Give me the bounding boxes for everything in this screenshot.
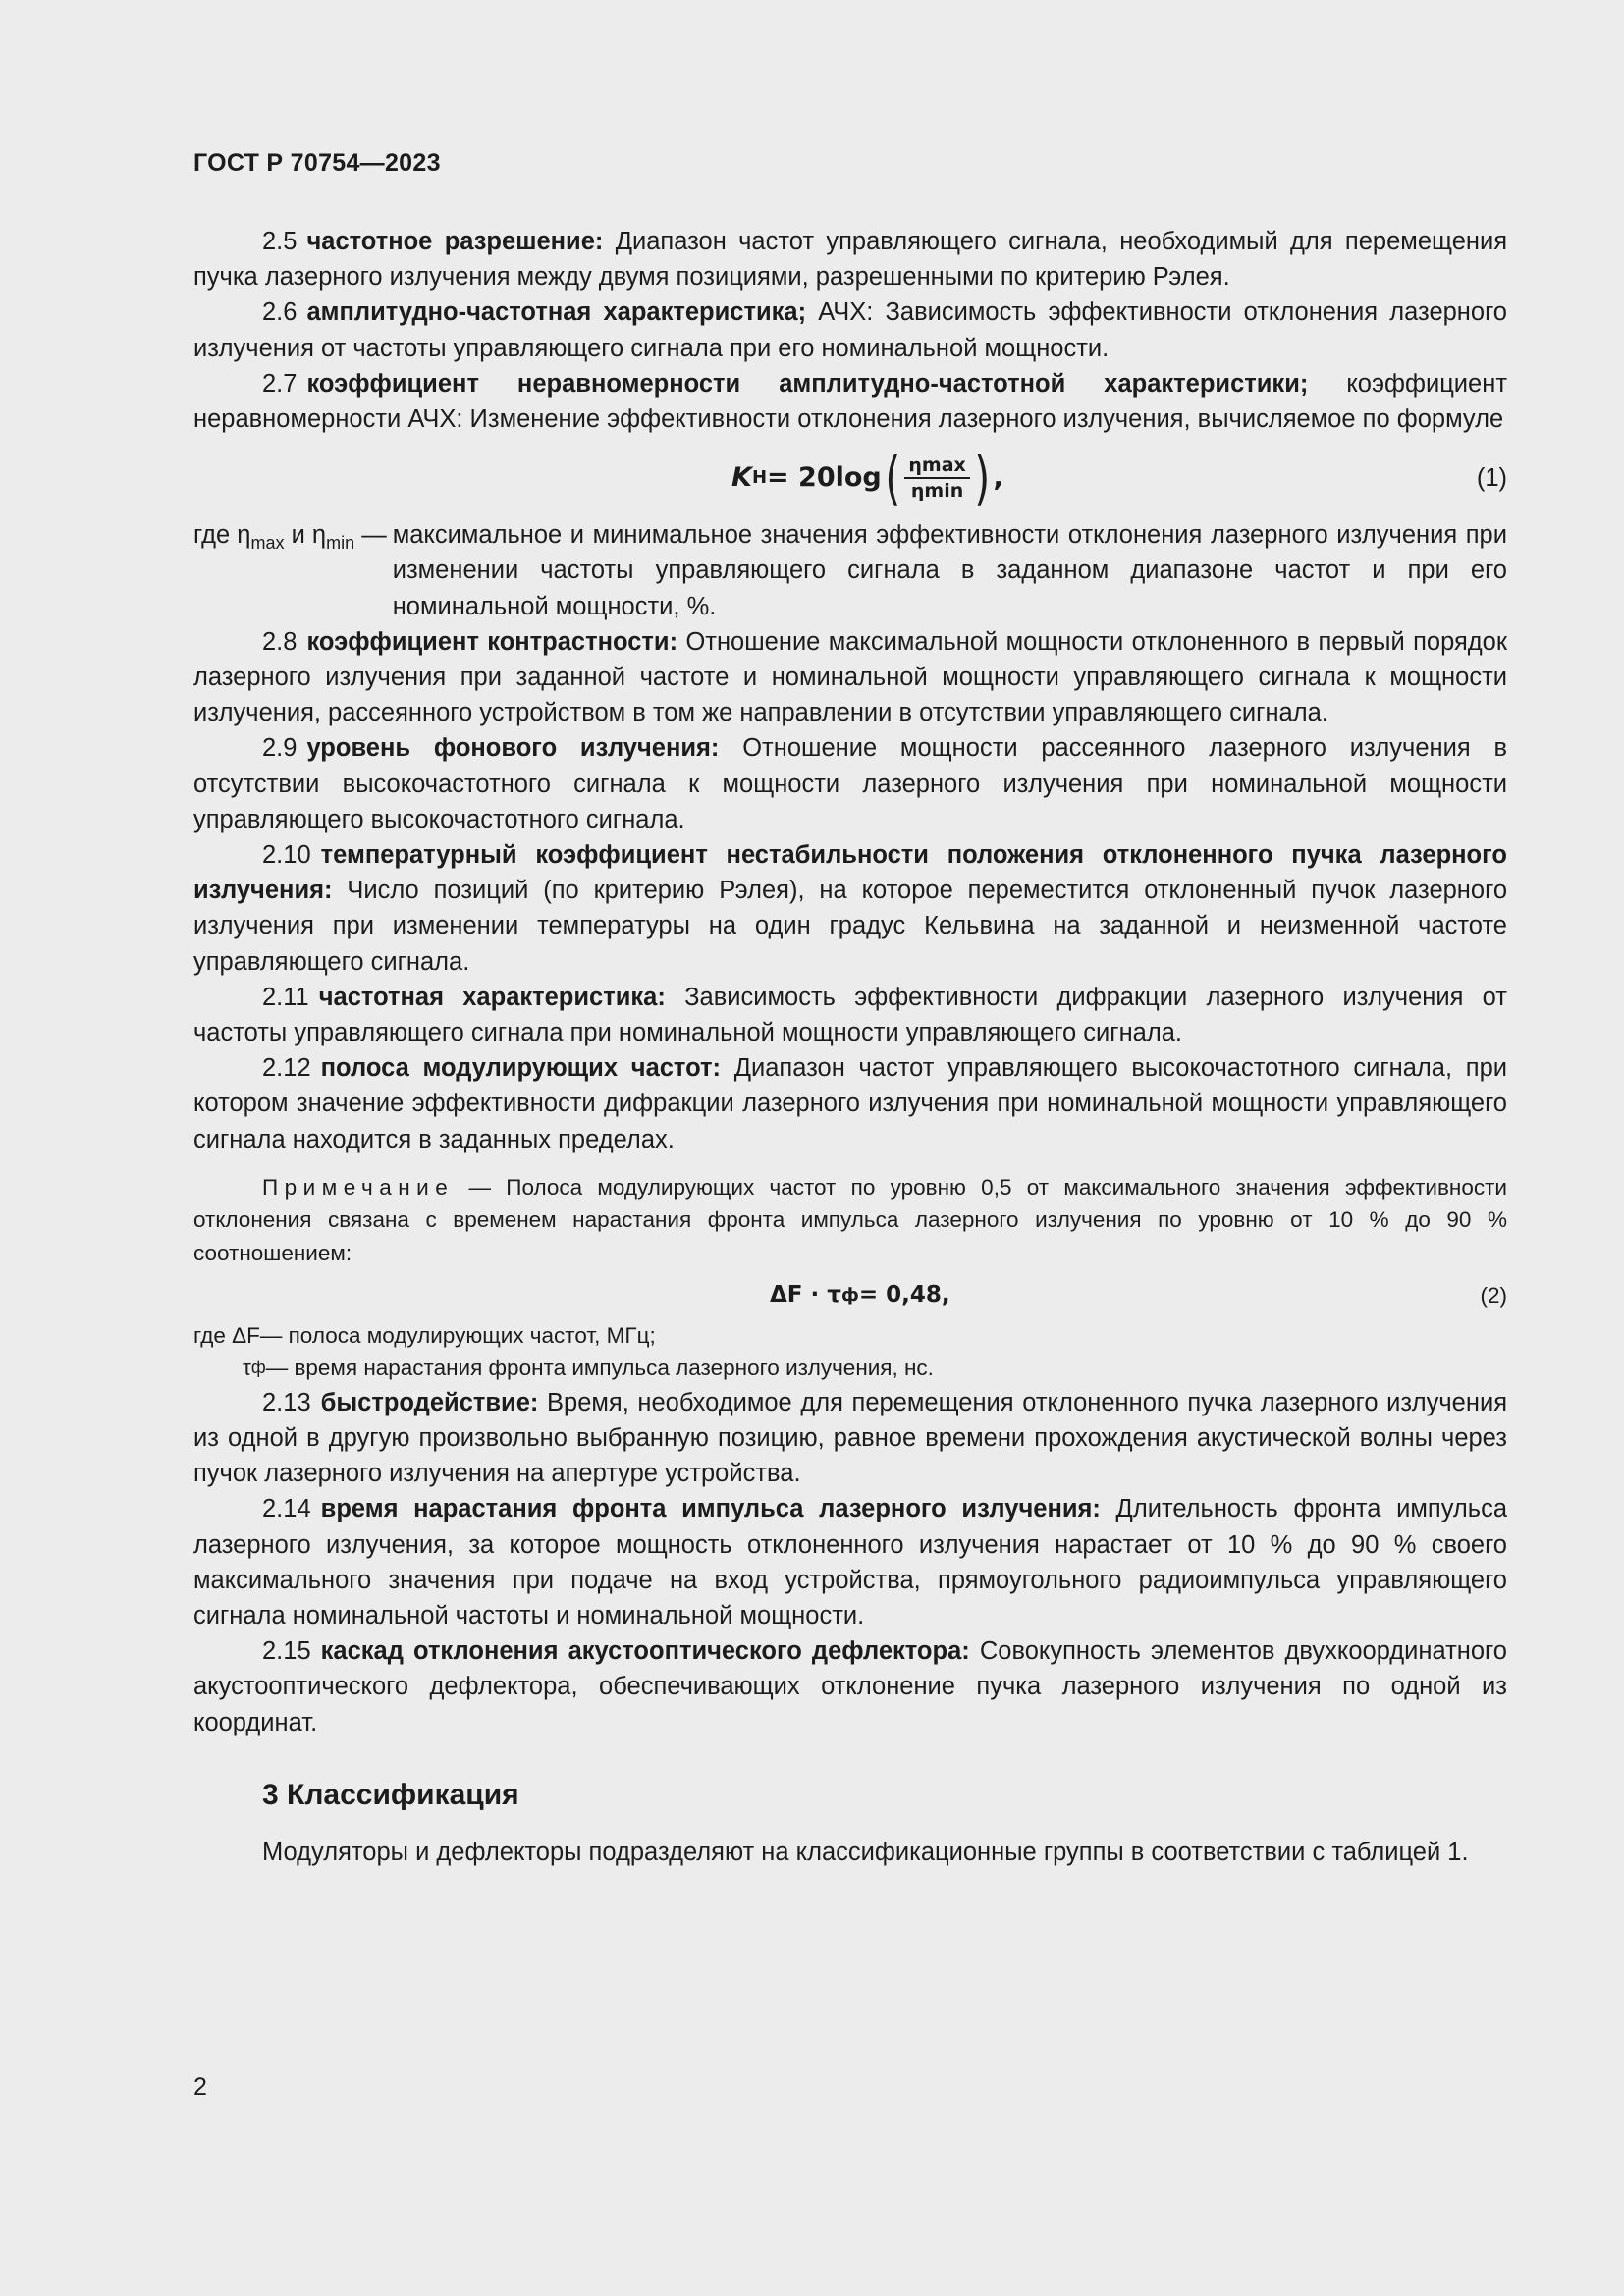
term-2-9: 2.9 уровень фонового излучения: Отношение мощности рассеянного лазерного излучения в отсутствии высокочастотного сигнала к мощности лазерного излучения при номинальной мощности управляющего высокочастотного сигнала. xyxy=(193,734,1507,833)
term-2-15: 2.15 каскад отклонения акустооптического дефлектора: Совокупность элементов двухкоординатного акустооптического дефлектора, обеспечивающих отклонение пучка лазерного излучения по одной из координат. xyxy=(193,1637,1507,1736)
formula-1-number: (1) xyxy=(1476,464,1507,493)
term-2-14: 2.14 время нарастания фронта импульса лазерного излучения: Длительность фронта импульса лазерного излучения, за которое мощность отклоненного излучения нарастает от 10 % до 90 % своего максимального значения при подаче на вход устройства, прямоугольного радиоимпульса управляющего сигнала номинальной частоты и номинальной мощности. xyxy=(193,1495,1508,1630)
where-2-line-2: τ ф — время нарастания фронта импульса лазерного излучения, нс. xyxy=(243,1356,934,1381)
term-2-13: 2.13 быстродействие: Время, необходимое для перемещения отклоненного пучка лазерного излучения из одной в другую произвольно выбранную позицию, равное времени прохождения акустической волны через пучок лазерного излучения на апертуре устройства. xyxy=(193,1388,1507,1488)
section-3-heading: 3 Классификация xyxy=(262,1778,519,1811)
term-2-10: 2.10 температурный коэффициент нестабильности положения отклоненного пучка лазерного излучения: Число позиций (по критерию Рэлея), на которое переместится отклоненный пучок лазерного излучения при изменении температуры на один градус Кельвина на заданной и неизменной частоте управляющего сигнала. xyxy=(193,841,1507,976)
note: Примечание — Полоса модулирующих частот по уровню 0,5 от максимального значения эффективности отклонения связана с временем нарастания фронта импульса лазерного излучения по уровню от 10 % до 90 % соотношением: ΔF · τ ф = 0,48, (2) где ΔF — полоса модулирующих частот, МГц; τ ф — время нарастания фронта импульса лазерного излучения, нс. xyxy=(193,1171,1507,1385)
page-header: ГОСТ Р 70754—2023 xyxy=(193,149,441,177)
document-body xyxy=(193,224,1507,1870)
formula-1: K Н = 20log ( $\frac{\eta\max}{\eta\min}$ ) , (1) xyxy=(731,445,1507,512)
section-3-text: Модуляторы и дефлекторы подразделяют на классификационные группы в соответствии с таблицей 1. xyxy=(262,1839,1469,1867)
term-2-7: 2.7 коэффициент неравномерности амплитудно-частотной характеристики; коэффициент неравномерности АЧХ: Изменение эффективности отклонения лазерного излучения, вычисляемое по формуле xyxy=(193,369,1507,434)
term-2-11: 2.11 частотная характеристика: Зависимость эффективности дифракции лазерного излучения от частоты управляющего сигнала при номинальной мощности управляющего сигнала. xyxy=(193,983,1507,1047)
where-1: где $\eta_{max}$ и $\eta_{min}$ — максимальное и минимальное значения эффективности отклонения лазерного излучения при изменении частоты управляющего сигнала в заданном диапазоне частот и при его номинальной мощности, %. xyxy=(193,521,1507,620)
term-2-5: 2.5 частотное разрешение: Диапазон частот управляющего сигнала, необходимый для перемещения пучка лазерного излучения между двумя позициями, разрешенными по критерию Рэлея. xyxy=(193,228,1508,292)
page-number: 2 xyxy=(193,2073,207,2101)
term-2-6: 2.6 амплитудно-частотная характеристика; АЧХ: Зависимость эффективности отклонения лазерного излучения от частоты управляющего сигнала при его номинальной мощности. xyxy=(193,298,1507,362)
term-2-12: 2.12 полоса модулирующих частот: Диапазон частот управляющего высокочастотного сигнала, при котором значение эффективности дифракции лазерного излучения при номинальной мощности управляющего сигнала находится в заданных пределах. xyxy=(193,1054,1508,1153)
formula-2: ΔF · τ ф = 0,48, (2) xyxy=(193,1274,1507,1317)
term-2-8: 2.8 коэффициент контрастности: Отношение максимальной мощности отклоненного в первый порядок лазерного излучения при заданной частоте и номинальной мощности управляющего сигнала к мощности излучения, рассеянного устройством в том же направлении в отсутствии управляющего сигнала. xyxy=(193,627,1507,727)
formula-2-number: (2) xyxy=(1480,1282,1507,1308)
where-2-line-1: где ΔF — полоса модулирующих частот, МГц; xyxy=(193,1322,656,1348)
